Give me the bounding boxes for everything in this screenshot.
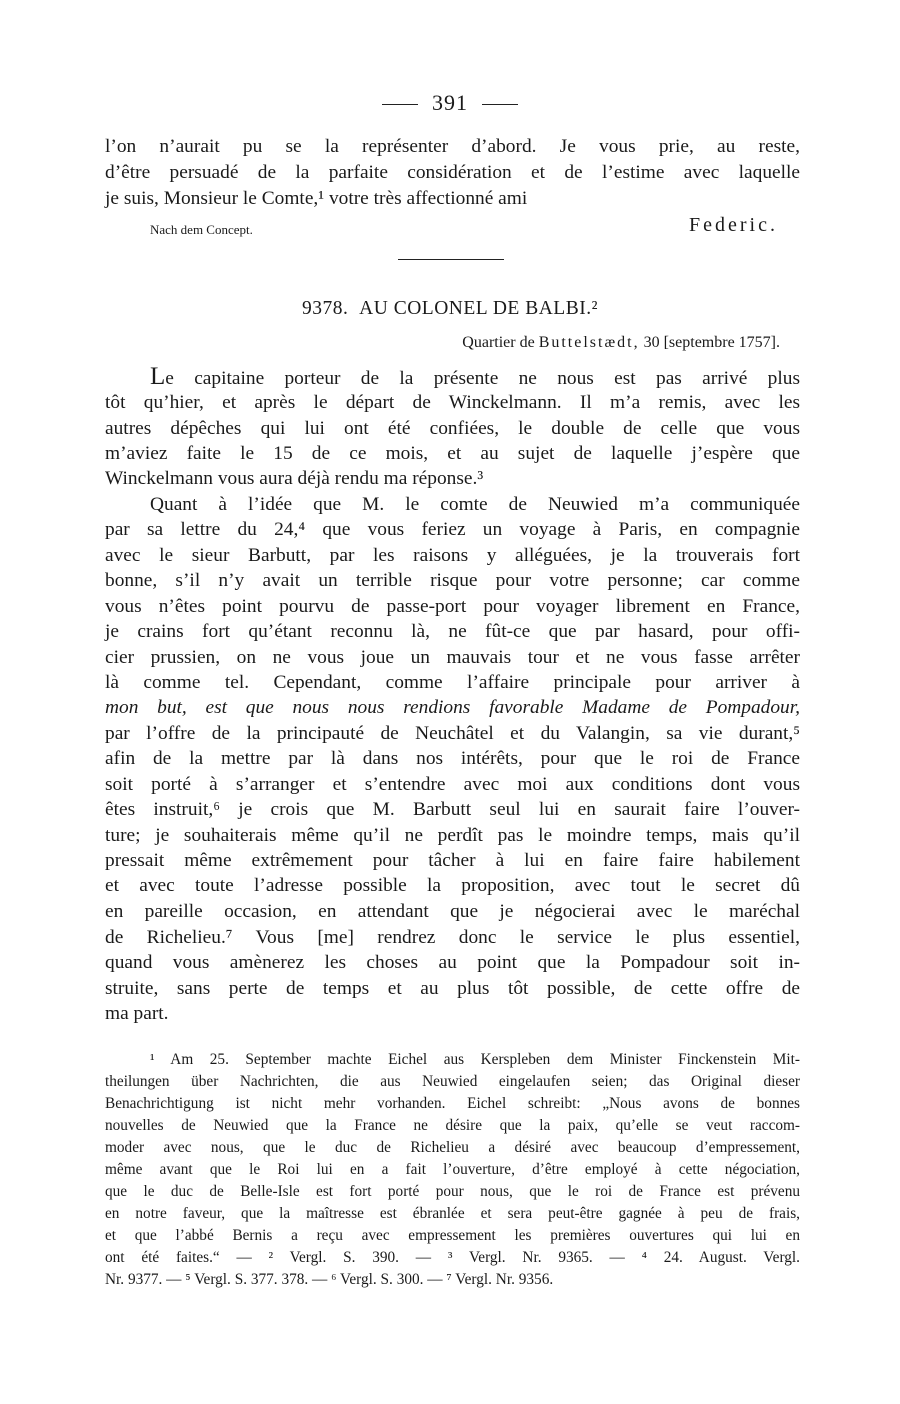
body-line: Le capitaine porteur de la présente ne nous est pas arrivé plus (150, 363, 800, 390)
place-label: Quartier de (462, 334, 535, 351)
body-line: struite, sans perte de temps et au plus tôt possible, de cette offre de (105, 978, 800, 999)
place-date-line (462, 334, 780, 352)
continuation-line: je suis, Monsieur le Comte,¹ votre très affectionné ami (105, 188, 528, 209)
source-note: Nach dem Concept. (150, 222, 253, 237)
body-line: autres dépêches qui lui ont été confiées, le double de celle que vous (105, 418, 800, 439)
page-header (0, 90, 900, 116)
body-line: par l’offre de la principauté de Neuchâtel et du Valangin, sa vie durant,⁵ (105, 723, 800, 744)
initial-letter: L (150, 363, 166, 390)
page-number: 391 (432, 90, 468, 115)
body-line: je crains fort qu’étant reconnu là, ne fût-ce que par hasard, pour offi- (105, 621, 800, 642)
body-line: Winckelmann vous aura déjà rendu ma réponse.³ (105, 468, 484, 489)
document-title: AU COLONEL DE BALBI.² (359, 298, 598, 319)
footnote-line: Nr. 9377. — ⁵ Vergl. S. 377. 378. — ⁶ Vergl. S. 300. — ⁷ Vergl. Nr. 9356. (105, 1271, 554, 1288)
footnote-line: que le duc de Belle-Isle est fort porté pour nous, que le roi de France est prévenu (105, 1183, 800, 1200)
body-line: tôt qu’hier, et après le départ de Winckelmann. Il m’a remis, avec les (105, 392, 800, 413)
document-date: 30 [septembre 1757]. (643, 334, 780, 351)
body-line: cier prussien, on ne vous joue un mauvais tour et ne vous fasse arrêter (105, 647, 800, 668)
body-line: et avec toute l’adresse possible la proposition, avec tout le secret dû (105, 875, 800, 896)
body-line: vous n’êtes point pourvu de passe-port pour voyager librement en France, (105, 596, 800, 617)
continuation-line: d’être persuadé de la parfaite considération et de l’estime avec laquelle (105, 162, 800, 183)
footnote-line: theilungen über Nachrichten, die aus Neuwied eingelaufen seien; das Original dieser (105, 1073, 800, 1090)
body-line: bonne, s’il n’y avait un terrible risque pour votre personne; car comme (105, 570, 800, 591)
body-line: avec le sieur Barbutt, par les raisons y alléguées, je la trouverais fort (105, 545, 800, 566)
body-line: soit porté à s’arranger et s’entendre avec moi aux conditions dont vous (105, 774, 800, 795)
document-heading (0, 298, 900, 320)
body-line: ma part. (105, 1003, 169, 1024)
footnote-line: même avant que le Roi lui en a fait l’ouverture, d’être employé à cette négociation, (105, 1161, 800, 1178)
body-line: mon but, est que nous nous rendions favorable Madame de Pompadour, (105, 697, 800, 718)
body-line: par sa lettre du 24,⁴ que vous feriez un voyage à Paris, en compagnie (105, 519, 800, 540)
footnote-line: et que l’abbé Bernis a reçu avec empressement les premières ouvertures qui lui en (105, 1227, 800, 1244)
body-line: ture; je souhaiterais même qu’il ne perdît pas le moindre temps, mais qu’il (105, 825, 800, 846)
body-line: quand vous amènerez les choses au point que la Pompadour soit in- (105, 952, 800, 973)
footnote-line: ont été faites.“ — ² Vergl. S. 390. — ³ Vergl. Nr. 9365. — ⁴ 24. August. Vergl. (105, 1249, 800, 1266)
body-line: êtes instruit,⁶ je crois que M. Barbutt seul lui en saurait faire l’ouver- (105, 799, 800, 820)
footnote-line: moder avec nous, que le duc de Richelieu a désiré avec beaucoup d’empressement, (105, 1139, 800, 1156)
place-name: Buttelstædt, (538, 334, 640, 351)
section-divider (398, 259, 504, 260)
footnote-line: en notre faveur, que la maîtresse est ébranlée et sera peut-être gagnée à peu de frais, (105, 1205, 800, 1222)
footnote-line: Benachrichtigung ist nicht mehr vorhanden. Eichel schreibt: „Nous avons de bonnes (105, 1095, 800, 1112)
document-number: 9378. (302, 298, 349, 319)
header-dash-right (482, 104, 518, 105)
body-line: de Richelieu.⁷ Vous [me] rendrez donc le service le plus essentiel, (105, 927, 800, 948)
body-line: en pareille occasion, en attendant que je négocierai avec le maréchal (105, 901, 800, 922)
footnote-line: nouvelles de Neuwied que la France ne désire que la paix, qu’elle se veut raccom- (105, 1117, 800, 1134)
body-line: pressait même extrêmement pour tâcher à lui en faire faire habilement (105, 850, 800, 871)
signature: Federic. (689, 214, 778, 236)
continuation-line: l’on n’aurait pu se la représenter d’abord. Je vous prie, au reste, (105, 136, 800, 157)
body-line: Quant à l’idée que M. le comte de Neuwied m’a communiquée (150, 494, 800, 515)
body-line: afin de la mettre par là dans nos intérêts, pour que le roi de France (105, 748, 800, 769)
body-line: m’aviez faite le 15 de ce mois, et au sujet de laquelle j’espère que (105, 443, 800, 464)
body-line: là comme tel. Cependant, comme l’affaire principale pour arriver à (105, 672, 800, 693)
header-dash-left (382, 104, 418, 105)
footnote-line: ¹ Am 25. September machte Eichel aus Kerspleben dem Minister Finckenstein Mit- (150, 1051, 800, 1068)
